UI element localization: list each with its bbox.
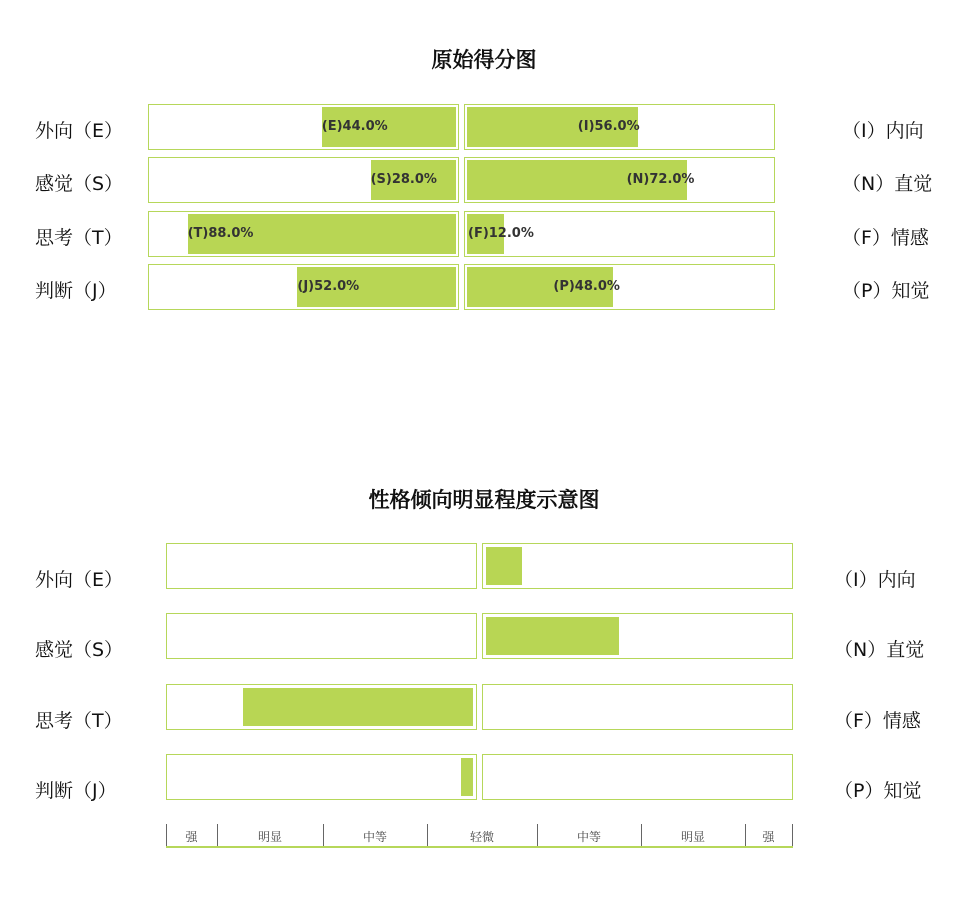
right-bar-frame <box>482 684 793 730</box>
scale-label: 强 <box>185 830 198 844</box>
clarity-bar <box>486 547 522 585</box>
scale-label: 明显 <box>680 830 705 844</box>
scale-label: 轻微 <box>469 830 494 844</box>
left-bar-frame <box>166 754 477 800</box>
right-data-label: (I)56.0% <box>577 119 640 134</box>
raw-score-title: 原始得分图 <box>431 48 537 72</box>
row-right-label: （N）直觉 <box>842 173 933 195</box>
scale-label: 强 <box>762 830 775 844</box>
row-right-label: （N）直觉 <box>834 639 925 661</box>
left-data-label: (J)52.0% <box>297 279 360 294</box>
right-bar-frame <box>482 543 793 589</box>
scale-tick <box>792 824 793 846</box>
row-left-label: 外向（E） <box>35 120 124 142</box>
right-bar-frame <box>482 754 793 800</box>
clarity-title: 性格倾向明显程度示意图 <box>368 488 600 512</box>
scale-label: 中等 <box>362 830 387 844</box>
left-data-label: (E)44.0% <box>321 119 388 134</box>
row-right-label: （F）情感 <box>834 710 921 732</box>
left-bar-frame <box>166 613 477 659</box>
row-left-label: 判断（J） <box>35 780 117 802</box>
row-left-label: 外向（E） <box>35 569 124 591</box>
row-left-label: 感觉（S） <box>35 639 124 661</box>
clarity-bar <box>461 758 473 796</box>
right-data-label: (F)12.0% <box>468 226 534 241</box>
right-data-label: (P)48.0% <box>553 279 620 294</box>
row-left-label: 判断（J） <box>35 280 117 302</box>
row-right-label: （I）内向 <box>834 569 916 591</box>
row-right-label: （P）知觉 <box>834 780 922 802</box>
scale-label: 中等 <box>576 830 601 844</box>
right-data-label: (N)72.0% <box>626 172 695 187</box>
left-data-label: (S)28.0% <box>370 172 437 187</box>
scale-axis <box>166 846 793 848</box>
left-bar-frame <box>166 543 477 589</box>
clarity-bar <box>486 617 619 655</box>
left-data-label: (T)88.0% <box>187 226 254 241</box>
row-left-label: 感觉（S） <box>35 173 124 195</box>
row-left-label: 思考（T） <box>35 227 123 249</box>
clarity-bar <box>243 688 473 726</box>
row-left-label: 思考（T） <box>35 710 123 732</box>
row-right-label: （I）内向 <box>842 120 924 142</box>
row-right-label: （P）知觉 <box>842 280 930 302</box>
scale-label: 明显 <box>257 830 282 844</box>
row-right-label: （F）情感 <box>842 227 929 249</box>
